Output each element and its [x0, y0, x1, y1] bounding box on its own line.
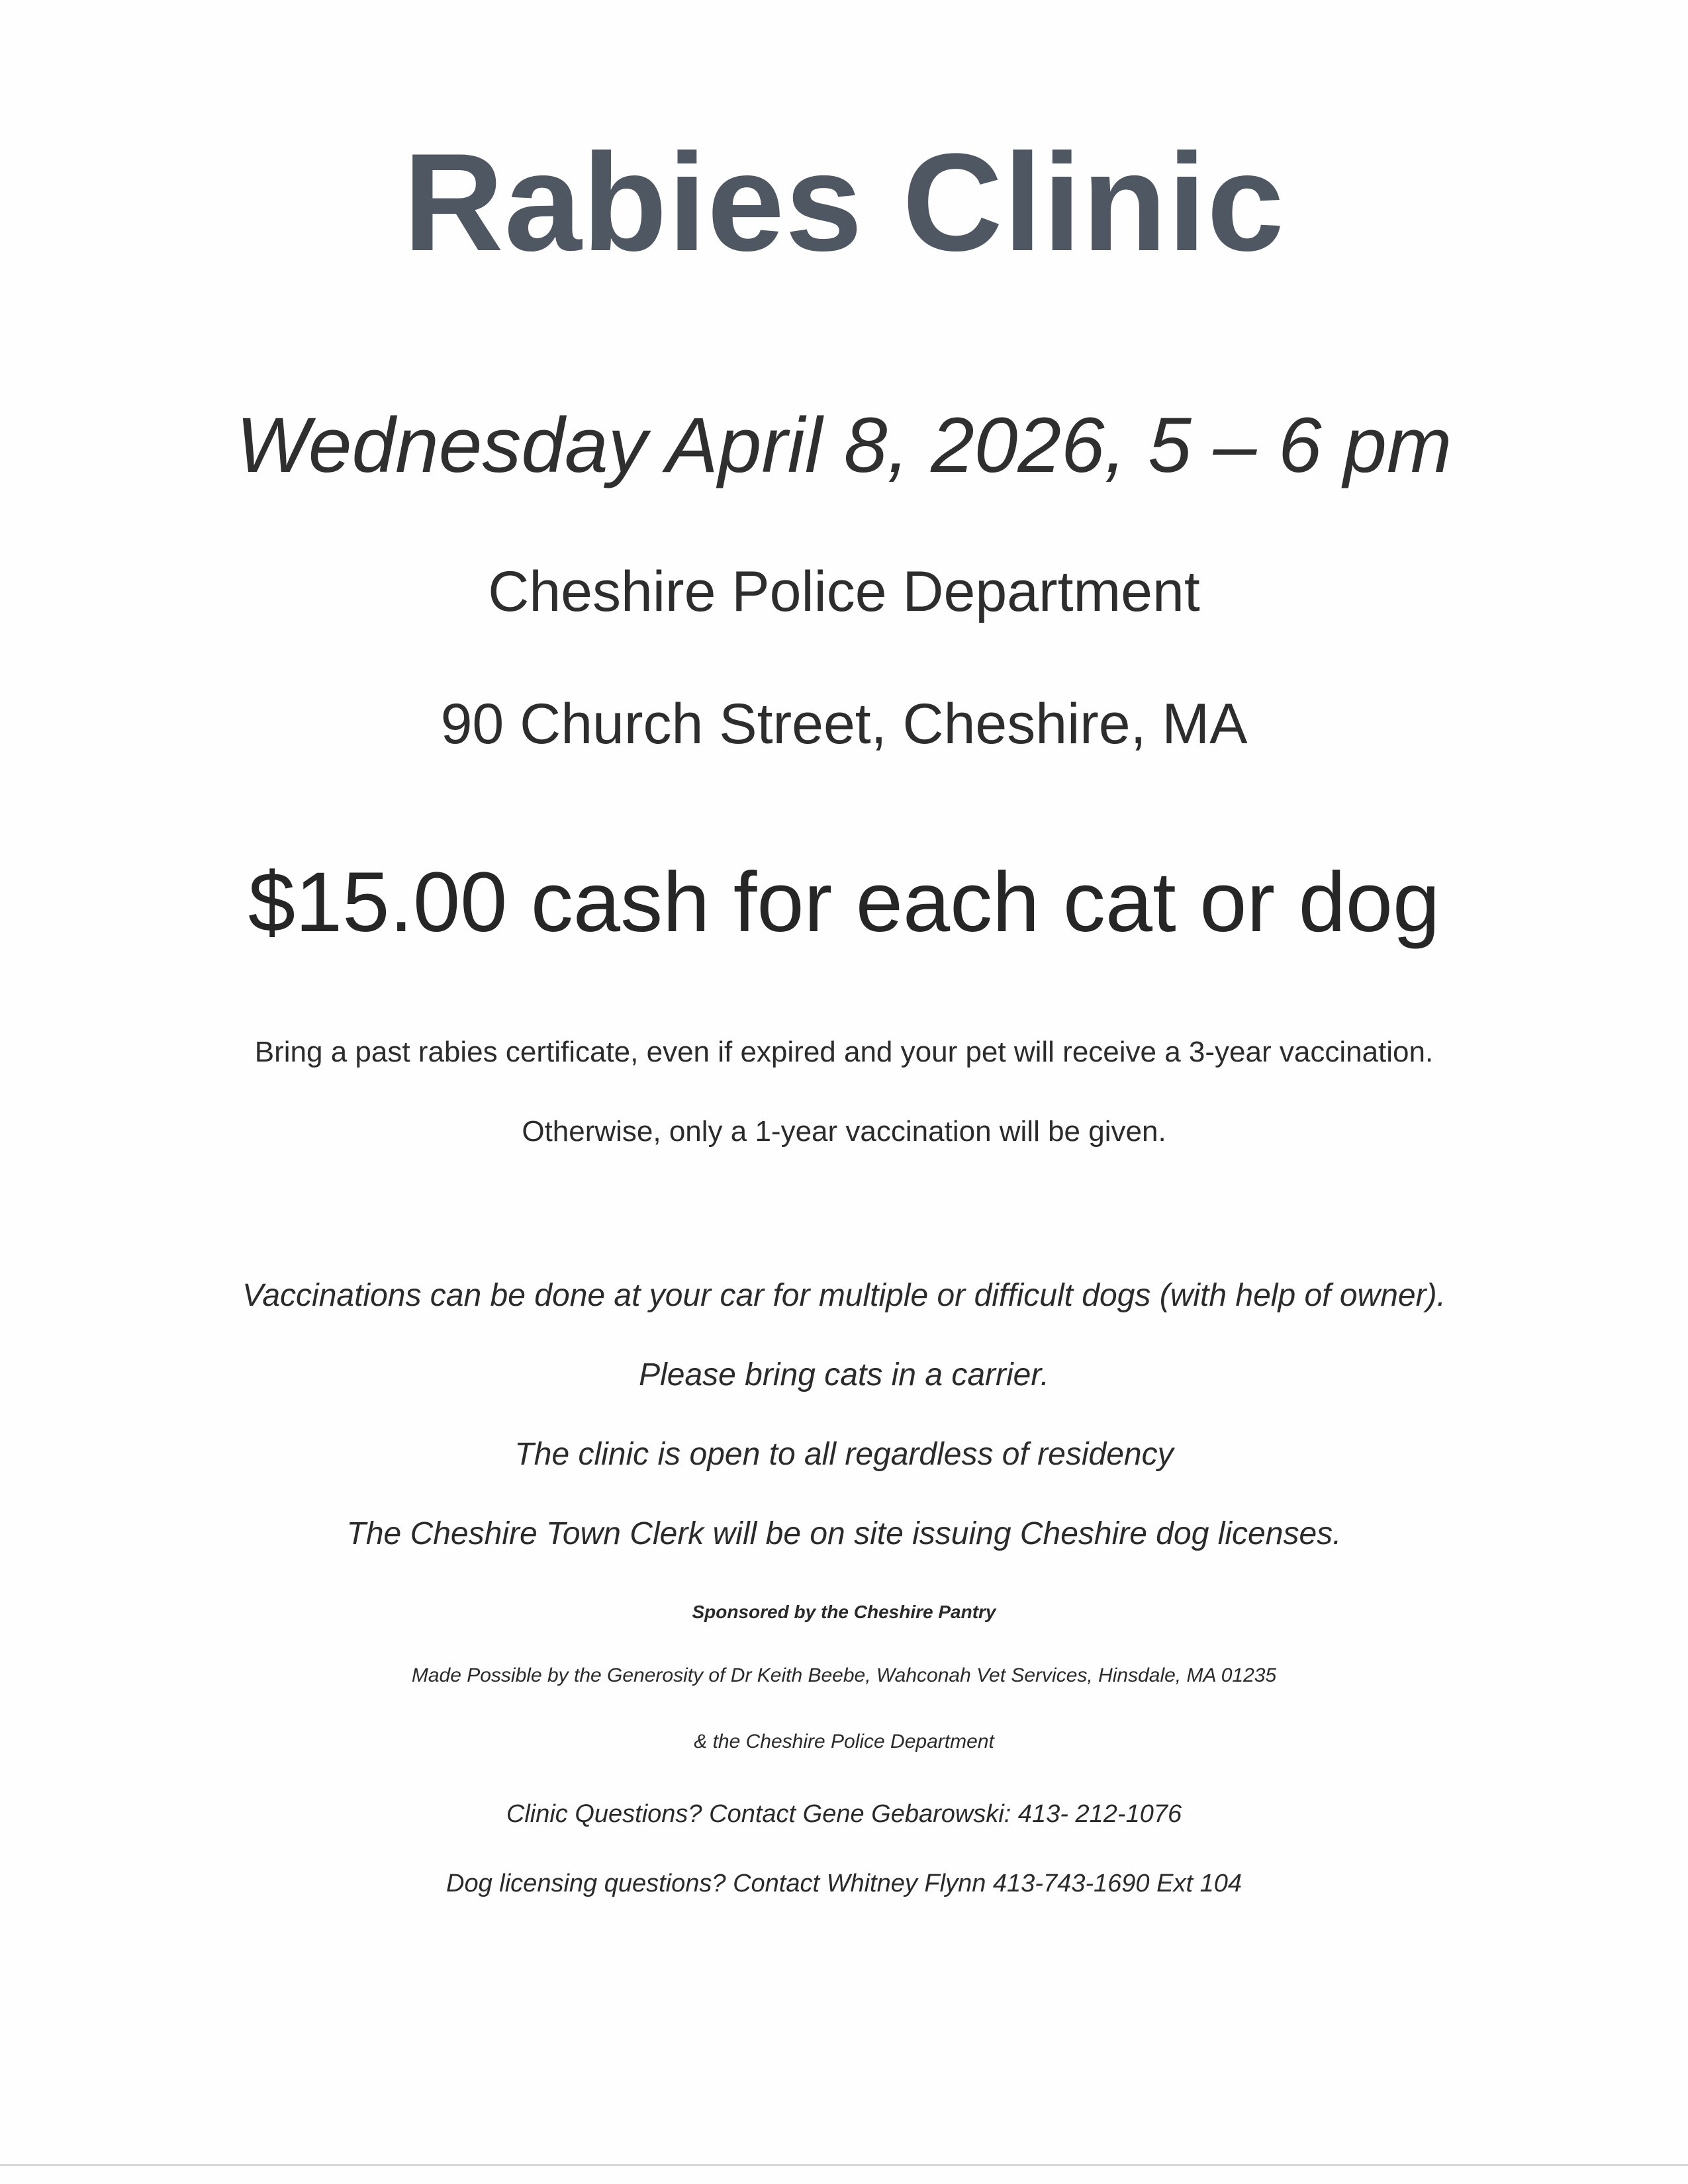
residency-note: The clinic is open to all regardless of residency — [514, 1437, 1174, 1472]
event-date-time: Wednesday April 8, 2026, 5 – 6 pm — [236, 402, 1452, 489]
town-clerk-note: The Cheshire Town Clerk will be on site issuing Cheshire dog licenses. — [346, 1516, 1342, 1551]
certificate-info: Bring a past rabies certificate, even if expired and your pet will receive a 3-year vaccination. — [254, 1036, 1434, 1068]
clinic-contact-line: Clinic Questions? Contact Gene Gebarowski: 413- 212-1076 — [506, 1800, 1182, 1828]
otherwise-info: Otherwise, only a 1-year vaccination will be given. — [522, 1115, 1166, 1148]
event-venue: Cheshire Police Department — [488, 560, 1200, 623]
sponsor-line: Sponsored by the Cheshire Pantry — [692, 1602, 996, 1622]
car-vaccination-note: Vaccinations can be done at your car for multiple or difficult dogs (with help of owner). — [242, 1278, 1446, 1313]
licensing-contact-line: Dog licensing questions? Contact Whitney Flynn 413-743-1690 Ext 104 — [446, 1870, 1242, 1897]
page-bottom-edge — [0, 2164, 1688, 2166]
vaccination-price: $15.00 cash for each cat or dog — [248, 855, 1440, 950]
police-credit-line: & the Cheshire Police Department — [694, 1731, 994, 1752]
flyer-title: Rabies Clinic — [403, 124, 1285, 280]
made-possible-line: Made Possible by the Generosity of Dr Keith Beebe, Wahconah Vet Services, Hinsdale, MA 01235 — [411, 1664, 1277, 1686]
event-address: 90 Church Street, Cheshire, MA — [440, 692, 1248, 756]
cat-carrier-note: Please bring cats in a carrier. — [639, 1357, 1049, 1392]
